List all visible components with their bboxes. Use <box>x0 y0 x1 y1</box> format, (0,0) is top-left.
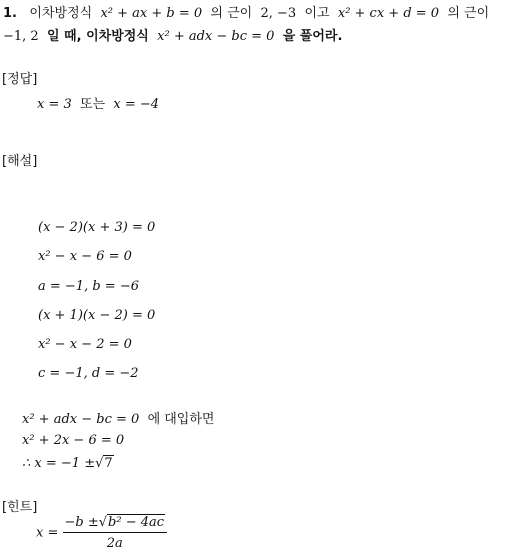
problem-text-4: 의 근이 <box>447 6 490 21</box>
formula-sqrt: √b² − 4ac <box>98 515 165 530</box>
problem-text-3: 이고 <box>304 6 330 21</box>
answer-part-2: x = −4 <box>113 97 160 112</box>
problem-equation-1: x² + ax + b = 0 <box>100 6 203 21</box>
sqrt-7: √7 <box>95 456 113 471</box>
formula-numerator <box>63 515 168 533</box>
problem-roots-2: −1, 2 <box>3 29 39 44</box>
explanation-conclusion <box>22 456 114 471</box>
hint-label: [힌트] <box>2 500 38 515</box>
problem-text-1: 이차방정식 <box>29 6 93 21</box>
answer-connector: 또는 <box>80 97 106 112</box>
quadratic-formula <box>36 515 167 551</box>
formula-lhs: x = <box>36 525 59 541</box>
explanation-step-5: x² − x − 2 = 0 <box>38 337 132 352</box>
explanation-step-4: (x + 1)(x − 2) = 0 <box>38 308 156 323</box>
explanation-step-1: (x − 2)(x + 3) = 0 <box>38 220 156 235</box>
explanation-step-3: a = −1, b = −6 <box>38 279 139 294</box>
problem-equation-3: x² + adx − bc = 0 <box>157 29 275 44</box>
problem-text-5: 일 때, 이차방정식 <box>46 29 149 44</box>
answer-label: [정답] <box>2 72 38 87</box>
sqrt-7-radicand: 7 <box>104 456 113 471</box>
formula-denominator: 2a <box>106 536 123 551</box>
explanation-therefore: ∴ x = −1 ± <box>22 456 96 471</box>
problem-line-2 <box>3 25 342 44</box>
explanation-substitute-text: 에 대입하면 <box>147 412 215 427</box>
explanation-label: [해설] <box>2 154 38 169</box>
explanation-step-6: c = −1, d = −2 <box>38 366 139 381</box>
explanation-result-equation: x² + 2x − 6 = 0 <box>22 433 125 448</box>
problem-equation-2: x² + cx + d = 0 <box>337 6 440 21</box>
answer-part-1: x = 3 <box>37 97 72 112</box>
problem-text-6: 을 풀어라. <box>282 29 343 44</box>
formula-radicand: b² − 4ac <box>108 515 165 530</box>
formula-fraction <box>63 515 168 551</box>
problem-number: 1. <box>3 6 17 21</box>
problem-text-2: 의 근이 <box>210 6 253 21</box>
problem-roots-1: 2, −3 <box>260 6 297 21</box>
explanation-substitute-equation: x² + adx − bc = 0 <box>22 412 140 427</box>
explanation-substitute-line <box>22 408 215 427</box>
problem-line-1 <box>3 2 489 21</box>
formula-numerator-prefix: −b ± <box>64 515 99 530</box>
explanation-step-2: x² − x − 6 = 0 <box>38 249 132 264</box>
answer-line <box>37 93 159 112</box>
